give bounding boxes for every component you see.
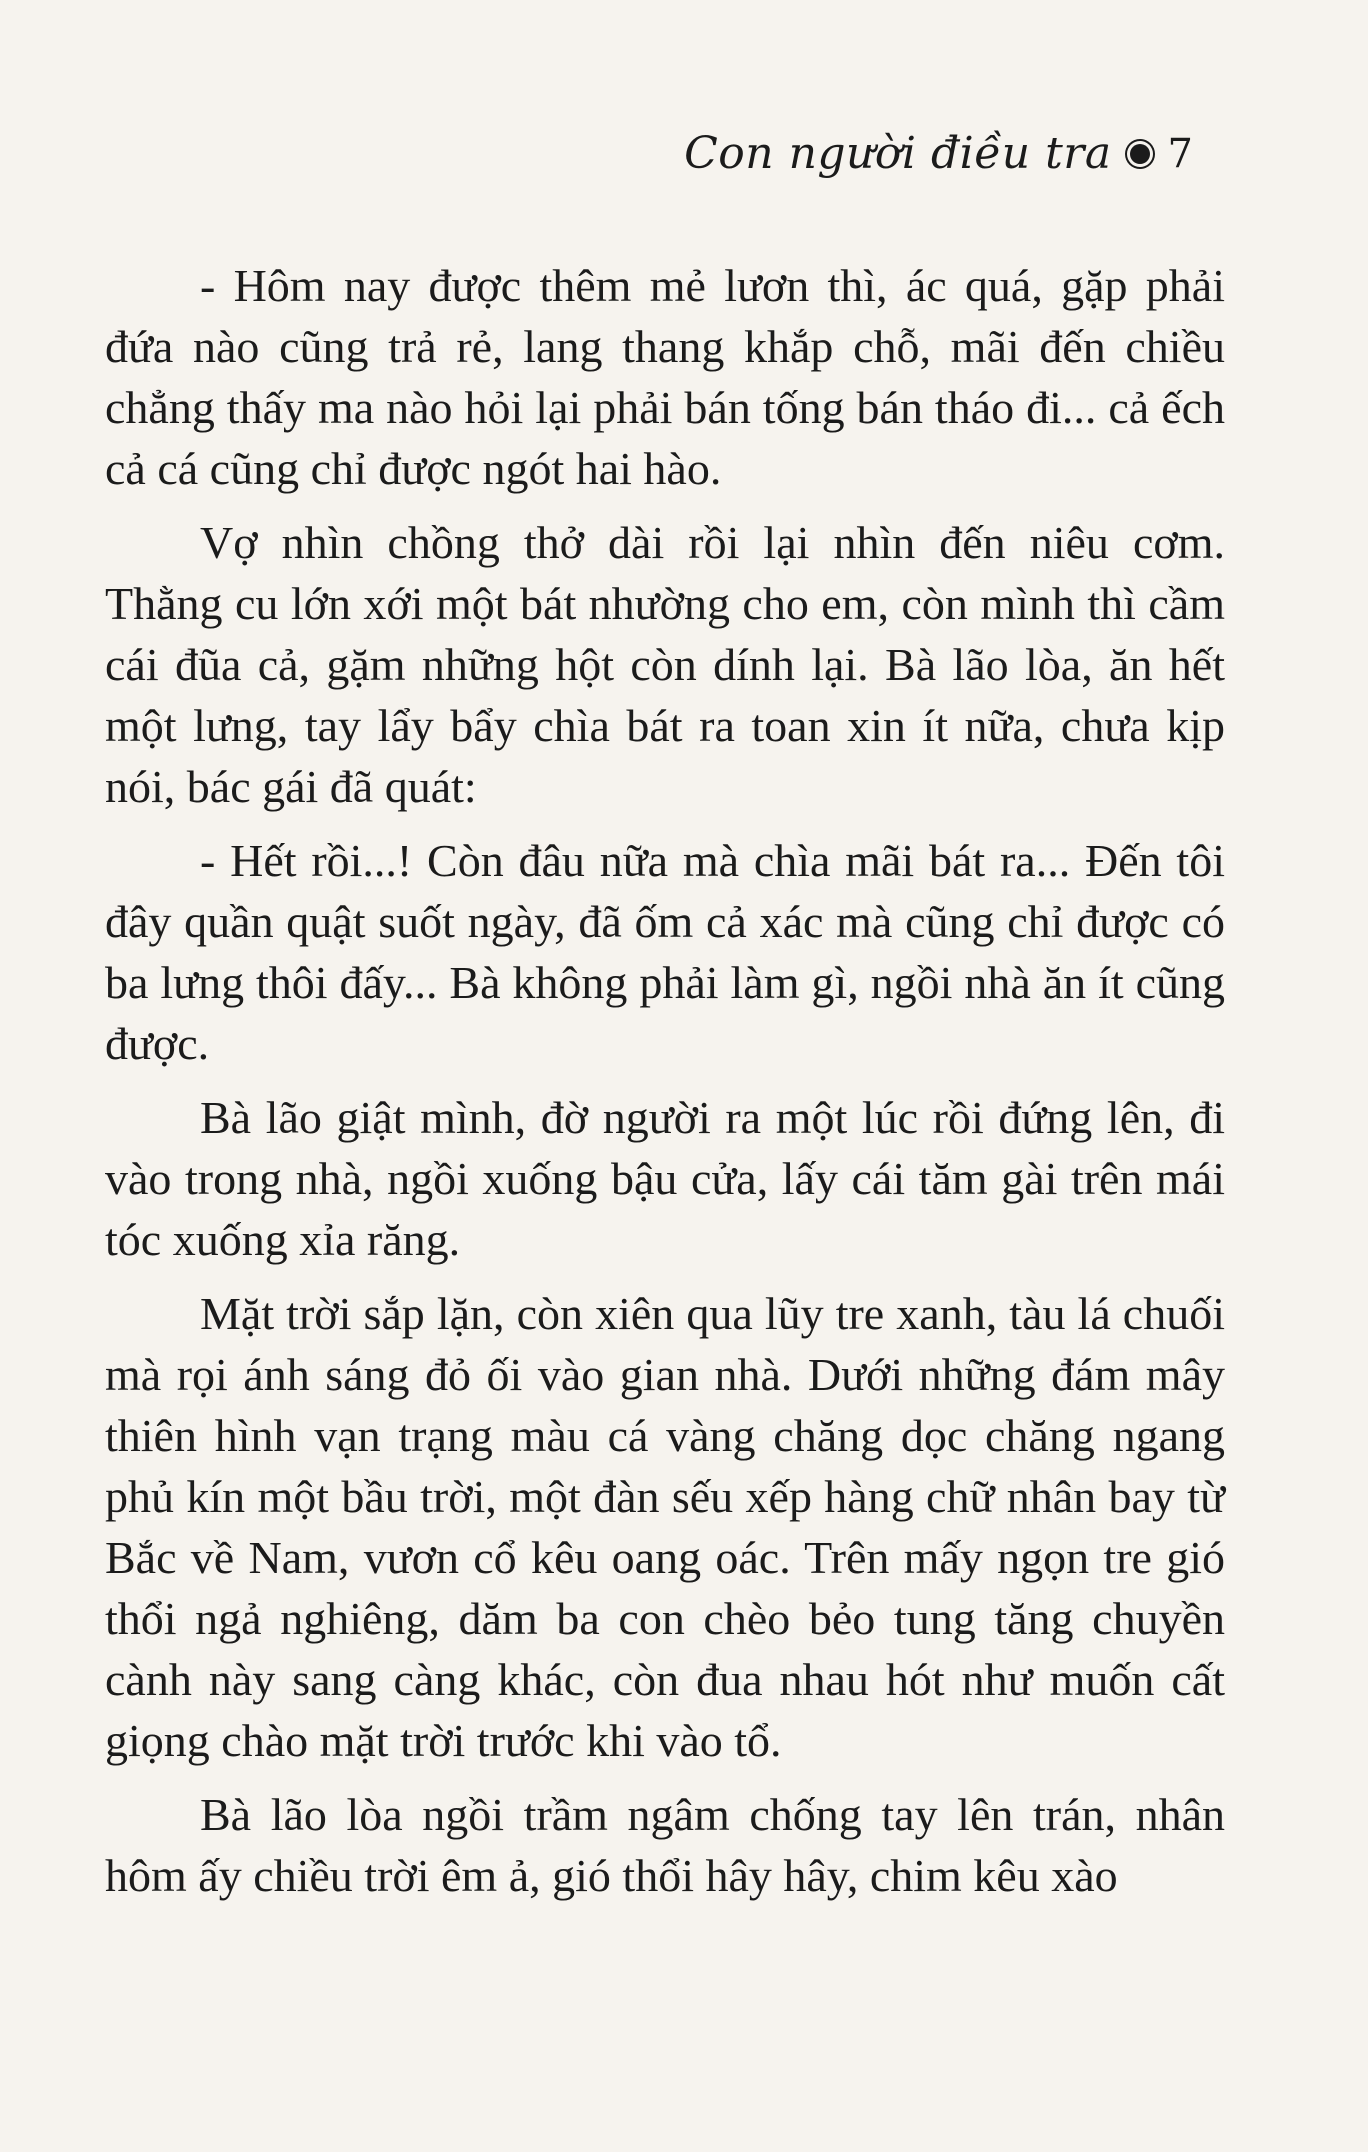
page-number: 7 xyxy=(1167,130,1193,177)
running-header xyxy=(684,128,1193,179)
paragraph: Bà lão giật mình, đờ người ra một lúc rồi đứng lên, đi vào trong nhà, ngồi xuống bậu cửa, lấy cái tăm gài trên mái tóc xuống xỉa răng. xyxy=(105,1092,1225,1265)
paragraph: Mặt trời sắp lặn, còn xiên qua lũy tre xanh, tàu lá chuối mà rọi ánh sáng đỏ ối vào gian nhà. Dưới những đám mây thiên hình vạn trạng màu cá vàng chăng dọc chăng ngang phủ kín một bầu trời, một đàn sếu xếp hàng chữ nhân bay từ Bắc về Nam, vươn cổ kêu oang oác. Trên mấy ngọn tre gió thổi ngả nghiêng, dăm ba con chèo bẻo tung tăng chuyền cành này sang càng khác, còn đua nhau hót như muốn cất giọng chào mặt trời trước khi vào tổ. xyxy=(105,1288,1225,1766)
running-title: Con người điều tra xyxy=(684,128,1112,179)
paragraph: Vợ nhìn chồng thở dài rồi lại nhìn đến niêu cơm. Thằng cu lớn xới một bát nhường cho em, còn mình thì cầm cái đũa cả, gặm những hột còn dính lại. Bà lão lòa, ăn hết một lưng, tay lẩy bẩy chìa bát ra toan xin ít nữa, chưa kịp nói, bác gái đã quát: xyxy=(105,517,1225,812)
body-text xyxy=(105,255,1225,1919)
paragraph: Bà lão lòa ngồi trầm ngâm chống tay lên trán, nhân hôm ấy chiều trời êm ả, gió thổi hây hây, chim kêu xào xyxy=(105,1789,1225,1901)
paragraph: - Hết rồi...! Còn đâu nữa mà chìa mãi bát ra... Đến tôi đây quần quật suốt ngày, đã ốm cả xác mà cũng chỉ được có ba lưng thôi đấy... Bà không phải làm gì, ngồi nhà ăn ít cũng được. xyxy=(105,835,1225,1069)
flower-ornament-icon xyxy=(1130,144,1150,164)
paragraph: - Hôm nay được thêm mẻ lươn thì, ác quá, gặp phải đứa nào cũng trả rẻ, lang thang khắp chỗ, mãi đến chiều chẳng thấy ma nào hỏi lại phải bán tống bán tháo đi... cả ếch cả cá cũng chỉ được ngót hai hào. xyxy=(105,260,1225,494)
